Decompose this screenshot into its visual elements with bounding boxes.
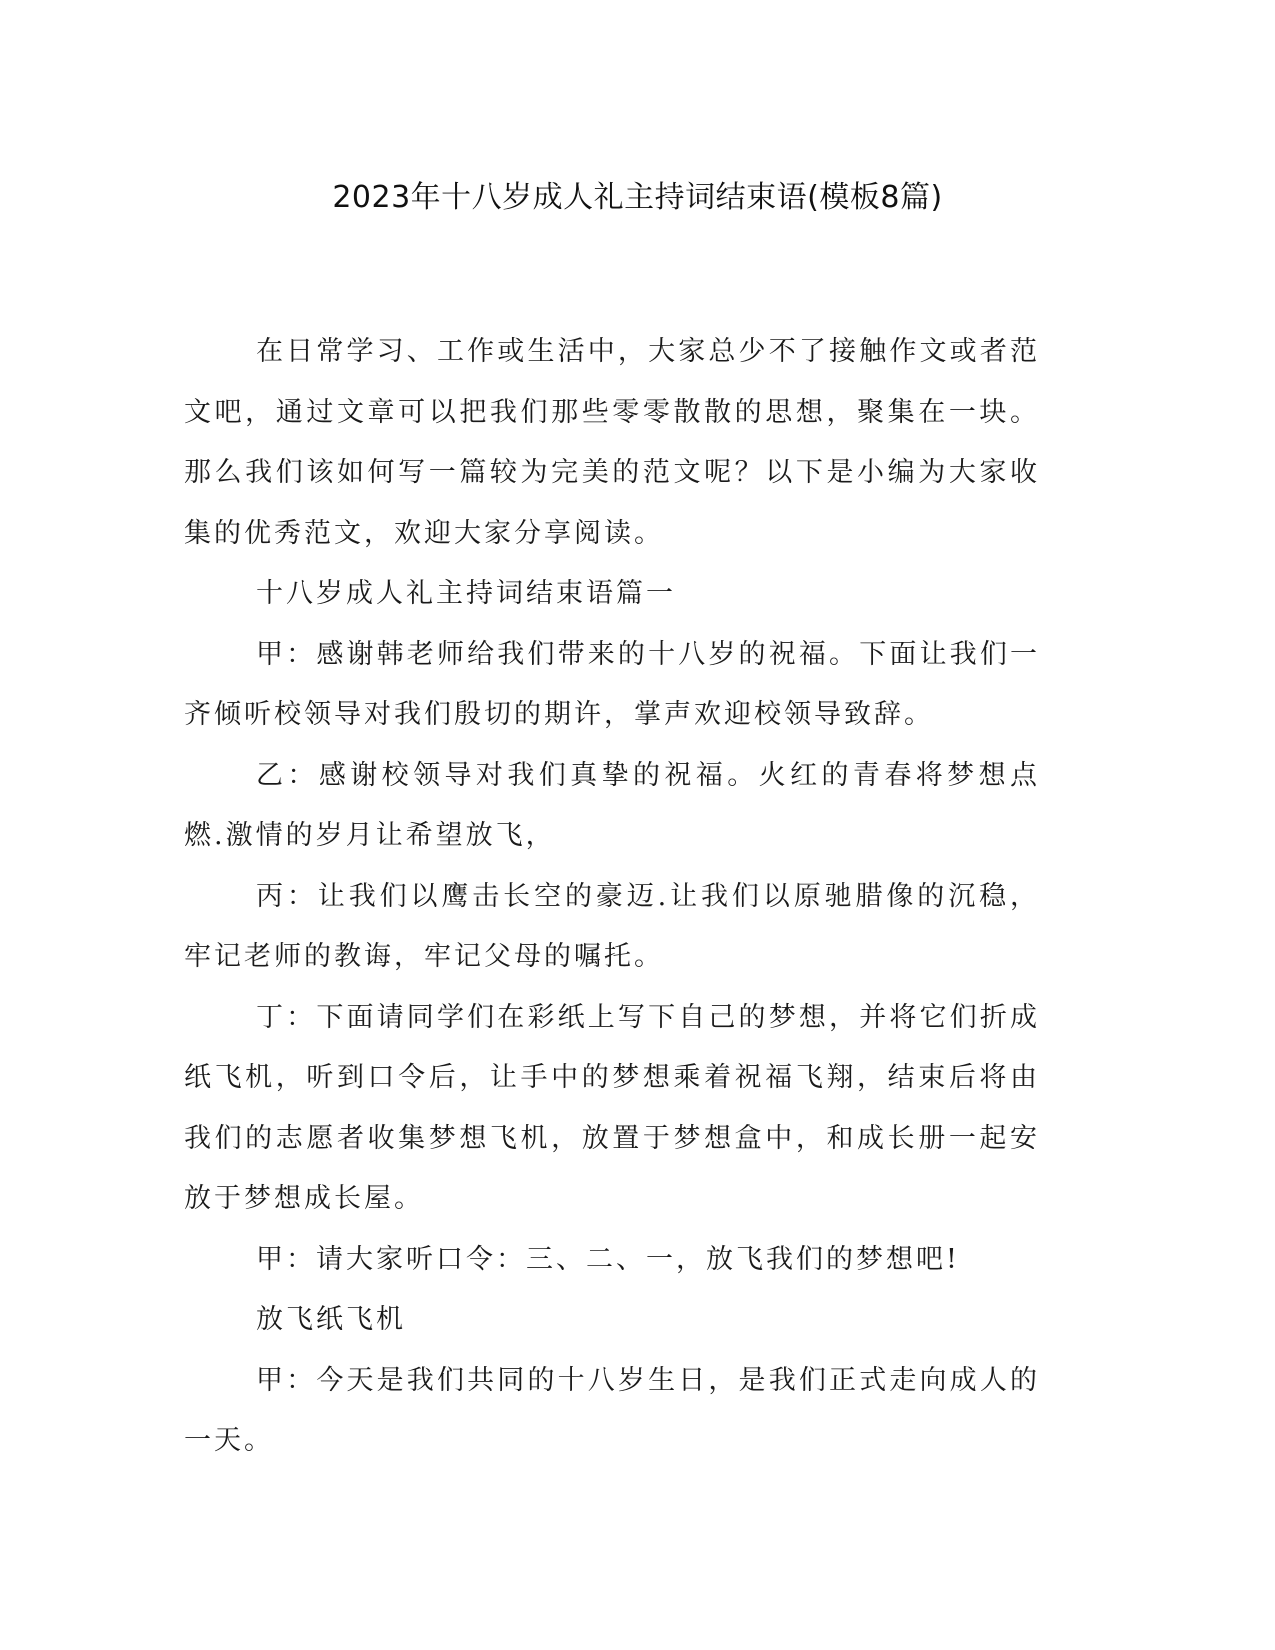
intro-paragraph: 在日常学习、工作或生活中，大家总少不了接触作文或者范文吧，通过文章可以把我们那些零零散散的思想，聚集在一块。那么我们该如何写一篇较为完美的范文呢？以下是小编为大家收集的优秀范文，欢迎大家分享阅读。: [184, 336, 1040, 549]
dialogue-paragraph: 乙：感谢校领导对我们真挚的祝福。火红的青春将梦想点燃.激情的岁月让希望放飞，: [184, 759, 1040, 851]
stage-direction: 放飞纸飞机: [256, 1304, 406, 1335]
dialogue-paragraph: 甲：感谢韩老师给我们带来的十八岁的祝福。下面让我们一齐倾听校领导对我们殷切的期许，掌声欢迎校领导致辞。: [184, 638, 1040, 730]
document-title: 2023年十八岁成人礼主持词结束语(模板8篇): [332, 180, 943, 215]
dialogue-paragraph: 丙：让我们以鹰击长空的豪迈.让我们以原驰腊像的沉稳，牢记老师的教诲，牢记父母的嘱托。: [184, 880, 1040, 972]
section-heading: 十八岁成人礼主持词结束语篇一: [256, 578, 676, 609]
dialogue-paragraph: 甲：今天是我们共同的十八岁生日，是我们正式走向成人的一天。: [184, 1364, 1040, 1456]
dialogue-paragraph: 甲：请大家听口令：三、二、一，放飞我们的梦想吧!: [256, 1243, 960, 1275]
dialogue-paragraph: 丁：下面请同学们在彩纸上写下自己的梦想，并将它们折成纸飞机，听到口令后，让手中的梦想乘着祝福飞翔，结束后将由我们的志愿者收集梦想飞机，放置于梦想盒中，和成长册一起安放于梦想成长屋。: [184, 1001, 1040, 1214]
document-body: [184, 322, 1040, 1472]
